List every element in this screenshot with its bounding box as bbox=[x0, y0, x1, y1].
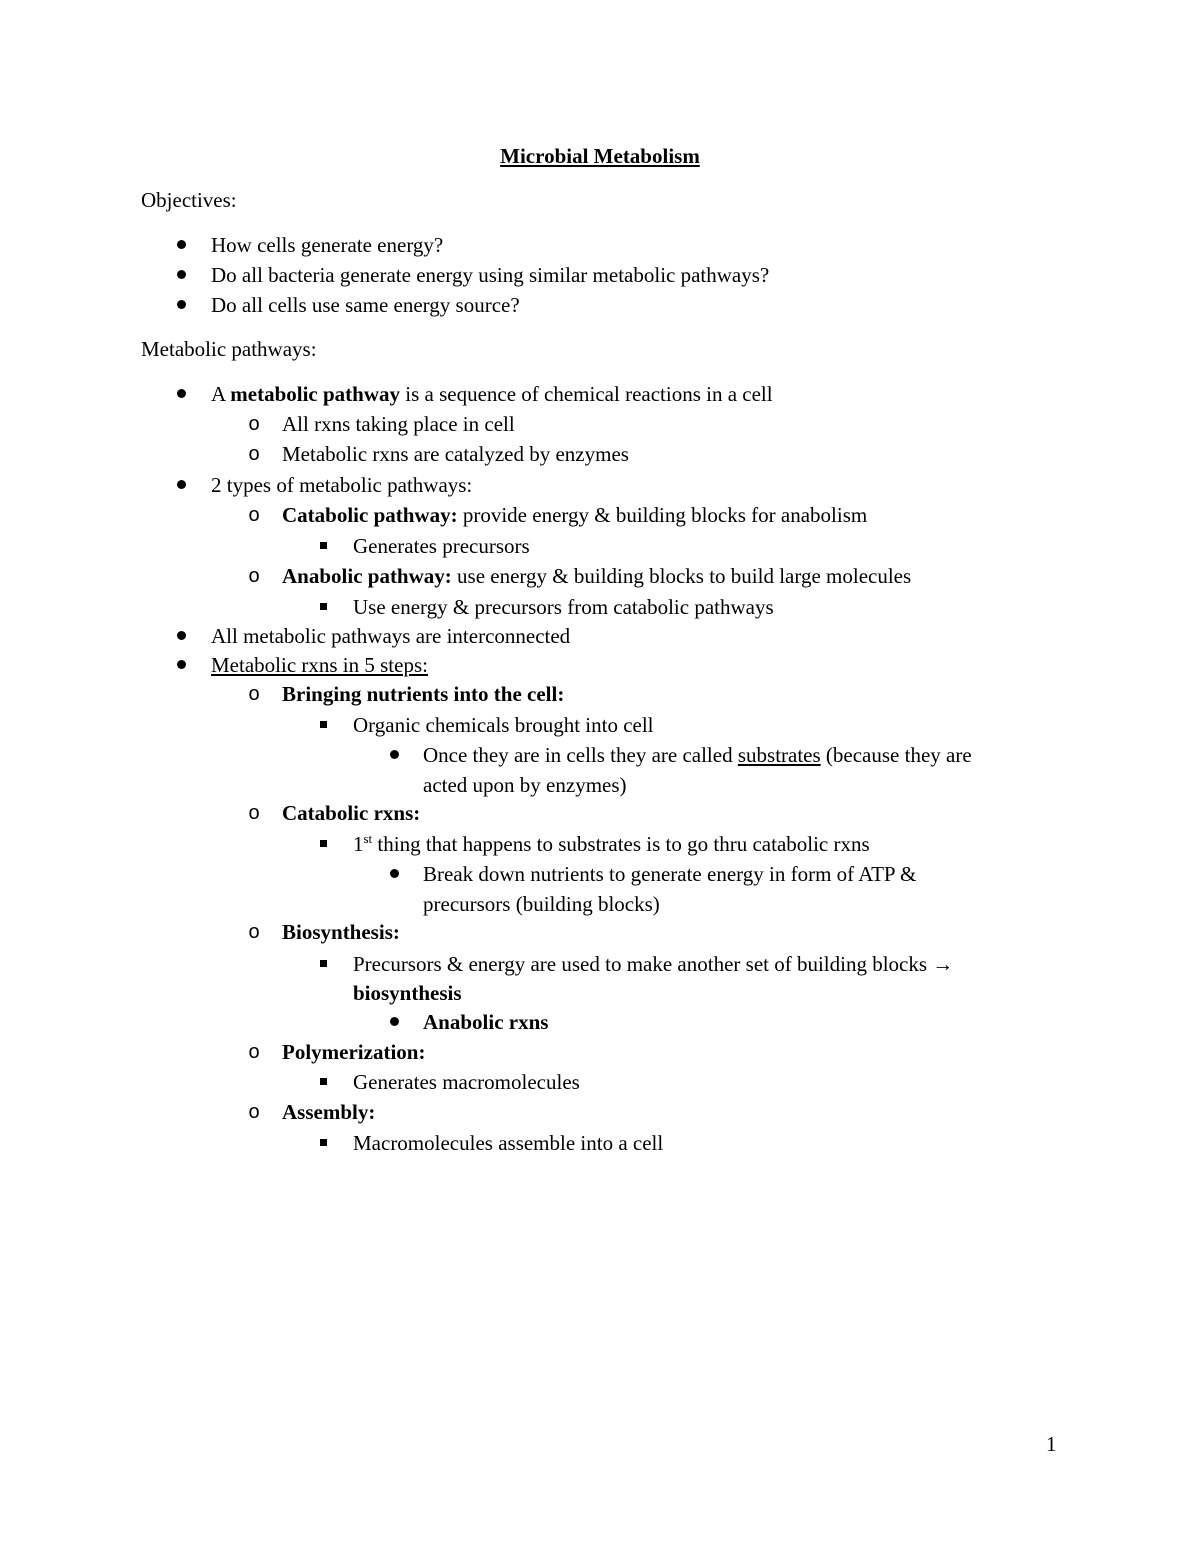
step-heading: Assembly: bbox=[282, 1100, 376, 1124]
list-item: Macromolecules assemble into a cell bbox=[353, 1131, 664, 1155]
step-heading: Biosynthesis: bbox=[282, 920, 400, 944]
bullet-dot-icon bbox=[166, 621, 196, 651]
bullet-circle-icon: o bbox=[248, 1101, 260, 1123]
list-item: Metabolic rxns in 5 steps: bbox=[211, 653, 428, 677]
bold-term: Anabolic pathway: bbox=[282, 564, 452, 588]
objective-item: Do all cells use same energy source? bbox=[211, 293, 520, 317]
bullet-circle-icon: o bbox=[248, 565, 260, 587]
bullet-circle-icon: o bbox=[248, 683, 260, 705]
step-heading: Catabolic rxns: bbox=[282, 801, 421, 825]
list-item: Anabolic rxns bbox=[423, 1010, 549, 1034]
step-heading: Bringing nutrients into the cell: bbox=[282, 682, 565, 706]
list-item-continued: acted upon by enzymes) bbox=[423, 773, 627, 797]
objectives-heading: Objectives: bbox=[141, 188, 237, 212]
text-run: thing that happens to substrates is to go thru catabolic rxns bbox=[372, 832, 870, 856]
bullet-square-icon bbox=[308, 829, 338, 859]
text-run: A bbox=[211, 382, 231, 406]
step-heading: Polymerization: bbox=[282, 1040, 426, 1064]
list-item: Organic chemicals brought into cell bbox=[353, 713, 654, 737]
list-item bbox=[282, 561, 911, 591]
text-run: provide energy & building blocks for anabolism bbox=[457, 503, 868, 527]
list-item bbox=[353, 829, 870, 859]
list-item: 2 types of metabolic pathways: bbox=[211, 473, 473, 497]
bullet-circle-icon: o bbox=[248, 802, 260, 824]
bullet-dot-icon bbox=[379, 740, 409, 770]
list-item bbox=[211, 379, 773, 409]
bullet-dot-icon bbox=[166, 470, 196, 500]
page-title: Microbial Metabolism bbox=[500, 144, 700, 168]
bullet-dot-icon bbox=[379, 859, 409, 889]
bullet-dot-icon bbox=[166, 379, 196, 409]
list-item bbox=[282, 500, 867, 530]
objective-item: Do all bacteria generate energy using similar metabolic pathways? bbox=[211, 263, 770, 287]
bullet-square-icon bbox=[308, 1067, 338, 1097]
bullet-dot-icon bbox=[166, 290, 196, 320]
list-item: Metabolic rxns are catalyzed by enzymes bbox=[282, 442, 629, 466]
bullet-square-icon bbox=[308, 592, 338, 622]
text-run: (because they are bbox=[820, 743, 972, 767]
bullet-dot-icon bbox=[166, 230, 196, 260]
list-item bbox=[423, 740, 972, 770]
bullet-square-icon bbox=[308, 949, 338, 979]
bullet-circle-icon: o bbox=[248, 921, 260, 943]
text-run: use energy & building blocks to build large molecules bbox=[451, 564, 912, 588]
bullet-dot-icon bbox=[166, 650, 196, 680]
objective-item: How cells generate energy? bbox=[211, 233, 444, 257]
bold-term: metabolic pathway bbox=[230, 382, 401, 406]
underlined-term: substrates bbox=[737, 743, 821, 767]
bullet-square-icon bbox=[308, 531, 338, 561]
page-number: 1 bbox=[1046, 1432, 1057, 1456]
list-item: Precursors & energy are used to make another set of building blocks → bbox=[353, 952, 954, 976]
list-item: Generates macromolecules bbox=[353, 1070, 580, 1094]
bullet-square-icon bbox=[308, 710, 338, 740]
superscript: st bbox=[363, 831, 373, 846]
pathways-heading: Metabolic pathways: bbox=[141, 337, 317, 361]
bullet-dot-icon bbox=[379, 1007, 409, 1037]
bullet-square-icon bbox=[308, 1128, 338, 1158]
list-item: Break down nutrients to generate energy in form of ATP & bbox=[423, 862, 917, 886]
bullet-circle-icon: o bbox=[248, 443, 260, 465]
bullet-circle-icon: o bbox=[248, 1041, 260, 1063]
list-item: All rxns taking place in cell bbox=[282, 412, 515, 436]
text-run: Once they are in cells they are called bbox=[423, 743, 738, 767]
text-run: is a sequence of chemical reactions in a cell bbox=[400, 382, 773, 406]
bullet-circle-icon: o bbox=[248, 413, 260, 435]
bold-term: Catabolic pathway: bbox=[282, 503, 458, 527]
list-item: Use energy & precursors from catabolic pathways bbox=[353, 595, 774, 619]
list-item: All metabolic pathways are interconnected bbox=[211, 624, 571, 648]
list-item: Generates precursors bbox=[353, 534, 530, 558]
list-item-continued: biosynthesis bbox=[353, 981, 462, 1005]
bullet-dot-icon bbox=[166, 260, 196, 290]
bullet-circle-icon: o bbox=[248, 504, 260, 526]
text-run: 1 bbox=[353, 832, 364, 856]
list-item-continued: precursors (building blocks) bbox=[423, 892, 660, 916]
